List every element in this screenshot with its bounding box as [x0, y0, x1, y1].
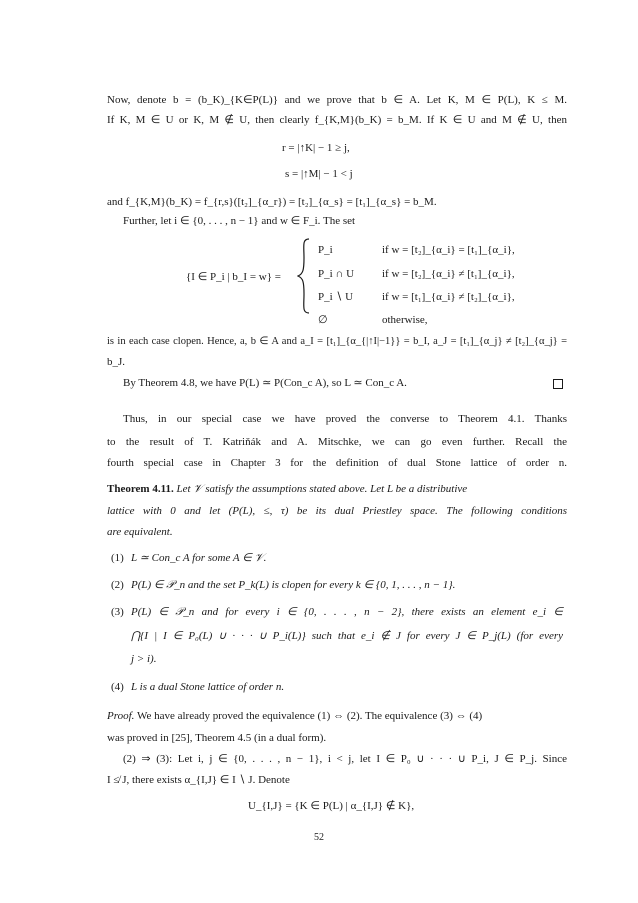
list-item: L ≃ Con_c A for some A ∈ 𝒱.: [131, 552, 267, 564]
list-item: L is a dual Stone lattice of order n.: [131, 681, 285, 693]
case-value: P_i: [318, 244, 333, 256]
case-value: P_i ∖ U: [318, 291, 354, 303]
equation-r: r = |↑K| − 1 ≥ j,: [282, 142, 350, 154]
theorem-label: Theorem 4.11.: [107, 483, 174, 495]
equation-s: s = |↑M| − 1 < j: [285, 168, 353, 180]
set-definition-lhs: {I ∈ P_i | b_I = w} =: [186, 271, 281, 283]
left-brace-icon: [297, 238, 311, 314]
list-item: P(L) ∈ 𝒫_n and for every i ∈ {0, . . . , n − 2}, there exists an element e_i ∈: [131, 606, 563, 618]
case-condition: if w = [t₂]_{α_i} ≠ [t₁]_{α_i},: [382, 268, 515, 280]
proof-start: [107, 709, 567, 723]
list-item-number: (4): [111, 681, 124, 693]
case-condition: if w = [t₂]_{α_i} = [t₁]_{α_i},: [382, 244, 515, 256]
text-line: If K, M ∈ U or K, M ∉ U, then clearly f_{K,M}(b_K) = b_M. If K ∈ U and M ∉ U, then: [107, 114, 567, 126]
text-line: is in each case clopen. Hence, a, b ∈ A and a_I = [t₁]_{α_{|↑I|−1}} = b_I, a_J = [t₁]_{α_j} ≠ [t₂]_{α_j} =: [107, 336, 567, 347]
qed-square-icon: [553, 379, 563, 389]
proof-label: Proof.: [107, 710, 135, 722]
list-item: ⋂{I | I ∈ P₀(L) ∪ · · · ∪ P_i(L)} such that e_i ∉ J for every J ∈ P_j(L) (for every: [131, 630, 563, 642]
text-line: was proved in [25], Theorem 4.5 (in a dual form).: [107, 732, 327, 744]
text-line: By Theorem 4.8, we have P(L) ≃ P(Con_c A), so L ≃ Con_c A.: [123, 377, 407, 389]
case-condition: otherwise,: [382, 314, 428, 326]
text-line: (2) ⇒ (3): Let i, j ∈ {0, . . . , n − 1}, i < j, let I ∈ P₀ ∪ · · · ∪ P_i, J ∈ P_j. Since: [123, 753, 567, 765]
list-item: j > i).: [131, 653, 157, 665]
case-value: ∅: [318, 314, 328, 326]
text-line: to the result of T. Katriňák and A. Mitschke, we can go even further. Recall the: [107, 436, 567, 448]
list-item-number: (1): [111, 552, 124, 564]
text-line: lattice with 0 and let (P(L), ≤, τ) be its dual Priestley space. The following conditions: [107, 505, 567, 517]
proof-text: We have already proved the equivalence (1) ⇔ (2). The equivalence (3) ⇔ (4): [136, 710, 483, 722]
text-line: are equivalent.: [107, 526, 173, 538]
case-value: P_i ∩ U: [318, 268, 355, 280]
text-line: and f_{K,M}(b_K) = f_{r,s}([t₂]_{α_r}) = [t₂]_{α_s} = [t₁]_{α_s} = b_M.: [107, 196, 437, 208]
list-item-number: (3): [111, 606, 124, 618]
text-line: Further, let i ∈ {0, . . . , n − 1} and w ∈ F_i. The set: [123, 215, 356, 227]
text-line: b_J.: [107, 356, 126, 368]
text-line: I ≰ J, there exists α_{I,J} ∈ I ∖ J. Denote: [107, 774, 290, 786]
case-condition: if w = [t₁]_{α_i} ≠ [t₂]_{α_i},: [382, 291, 515, 303]
list-item: P(L) ∈ 𝒫_n and the set P_k(L) is clopen for every k ∈ {0, 1, . . . , n − 1}.: [131, 579, 456, 591]
text-line: fourth special case in Chapter 3 for the definition of dual Stone lattice of order n.: [107, 457, 567, 469]
theorem-text: Let 𝒱 satisfy the assumptions stated above. Let L be a distributive: [176, 483, 468, 495]
list-item-number: (2): [111, 579, 124, 591]
text-line: Now, denote b = (b_K)_{K∈P(L)} and we prove that b ∈ A. Let K, M ∈ P(L), K ≤ M.: [107, 94, 567, 106]
text-line: Thus, in our special case we have proved the converse to Theorem 4.1. Thanks: [123, 413, 567, 425]
equation-u: U_{I,J} = {K ∈ P(L) | α_{I,J} ∉ K},: [248, 800, 415, 812]
theorem-heading: [107, 482, 567, 496]
page-number: 52: [314, 832, 324, 843]
